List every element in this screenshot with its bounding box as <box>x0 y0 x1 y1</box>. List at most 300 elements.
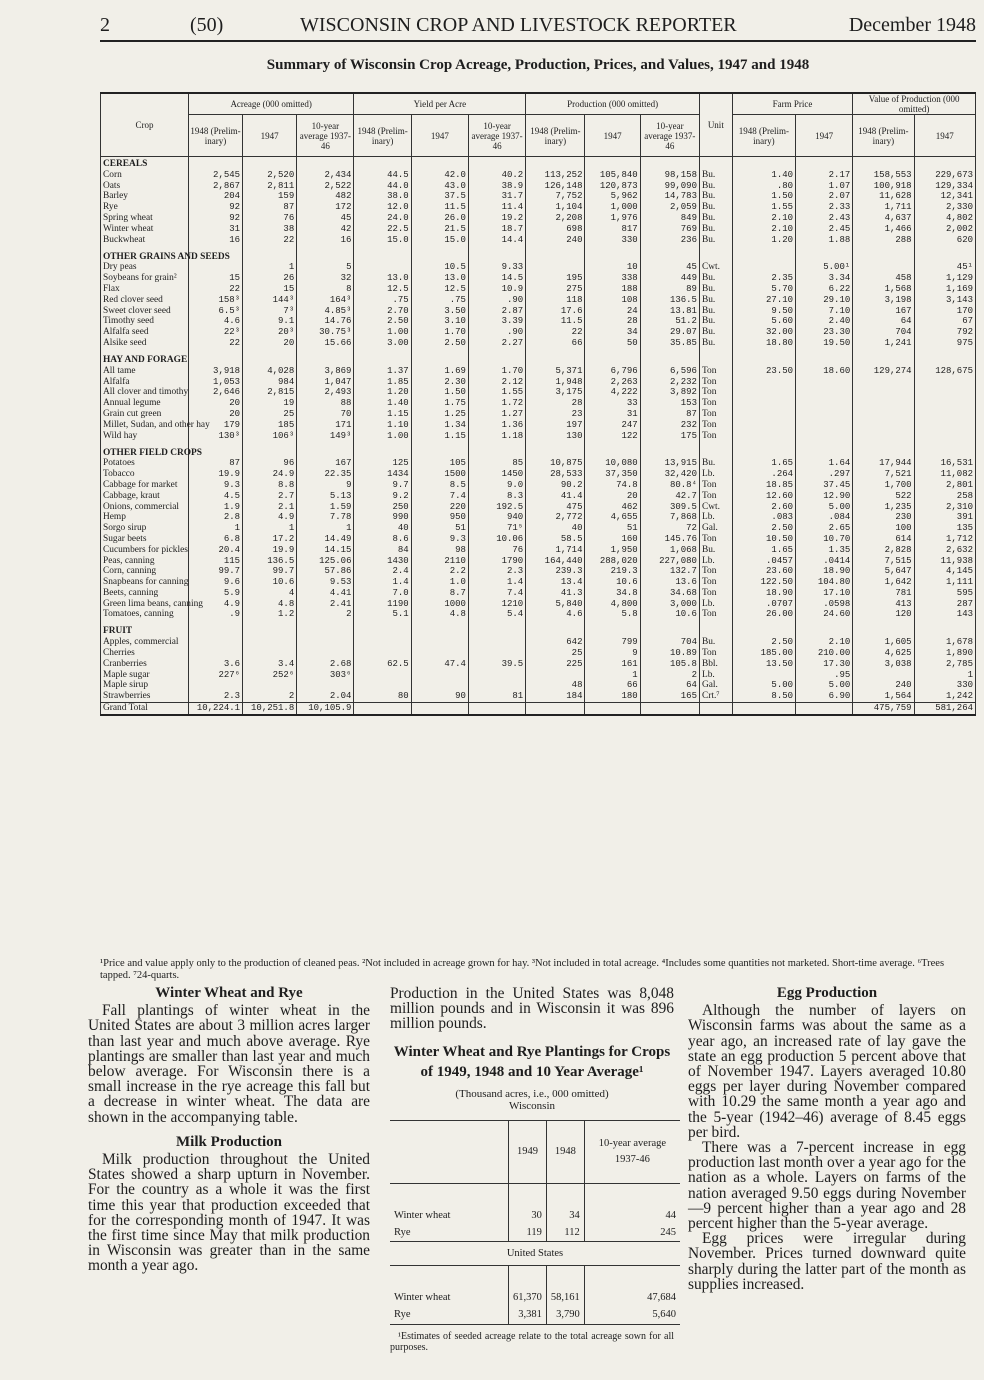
cell-p3: 175 <box>640 431 699 442</box>
cell-f1: 18.90 <box>732 588 795 599</box>
cell-a1: 16 <box>188 235 242 246</box>
cell-v2: 67 <box>914 316 975 327</box>
table-row <box>101 377 976 388</box>
unit-header: Unit <box>699 93 732 157</box>
plantings-state: Wisconsin <box>509 1099 555 1112</box>
cell-u: Bu. <box>699 273 732 284</box>
cell-f1 <box>732 409 795 420</box>
table-row <box>101 202 976 213</box>
cell-a2: 38 <box>243 224 297 235</box>
crop-name: Annual legume <box>101 398 189 409</box>
cell-f1: 2.10 <box>732 224 795 235</box>
crop-name: Maple sirup <box>101 680 189 691</box>
cell-a1: 2,867 <box>188 181 242 192</box>
cell-p1: 48 <box>526 680 585 691</box>
cell-v1: 167 <box>853 306 914 317</box>
crop-name: Green lima beans, canning <box>101 599 189 610</box>
crop-name: Cabbage for market <box>101 480 189 491</box>
cell-y3 <box>468 349 525 366</box>
cell-a3: 303⁶ <box>297 670 354 681</box>
crop-name: CEREALS <box>101 157 189 170</box>
cell-a3 <box>297 441 354 458</box>
cell-y2: 1.50 <box>411 387 468 398</box>
cell-y3: 7.4 <box>468 588 525 599</box>
cell-y1: 1190 <box>354 599 411 610</box>
cell-v2: 975 <box>914 338 975 349</box>
plantings-units: (Thousand acres, i.e., 000 omitted) <box>455 1087 609 1100</box>
cell-p2: 34.8 <box>585 588 640 599</box>
col-yield-avg: 10-year average 1937-46 <box>468 115 525 157</box>
cell-f1 <box>732 387 795 398</box>
table-row <box>101 224 976 235</box>
cell-y2: 13.0 <box>411 273 468 284</box>
cell-v1: 240 <box>853 680 914 691</box>
crop-name: Corn, canning <box>101 566 189 577</box>
cell-y3: 11.4 <box>468 202 525 213</box>
cell-y1: 80 <box>354 691 411 702</box>
cell-v1: 230 <box>853 512 914 523</box>
cell-f2: 2.45 <box>796 224 853 235</box>
cell-p3: 165 <box>640 691 699 702</box>
cell-p1: 5,371 <box>526 366 585 377</box>
cell-y2 <box>411 349 468 366</box>
cell-v2: 258 <box>914 491 975 502</box>
grand-total-row <box>101 703 976 715</box>
cell-f1: .0457 <box>732 556 795 567</box>
cell-f1: 8.50 <box>732 691 795 702</box>
cell-v1 <box>853 245 914 262</box>
cell-y2: 4.8 <box>411 609 468 620</box>
cell-u: Bu. <box>699 213 732 224</box>
cell-f1: 1.65 <box>732 458 795 469</box>
cell-a2: 10,251.8 <box>243 703 297 715</box>
masthead <box>100 14 978 42</box>
table-row <box>101 659 976 670</box>
crop-name: Alfalfa seed <box>101 327 189 338</box>
cell-u: Bbl. <box>699 659 732 670</box>
table-row <box>101 545 976 556</box>
cell-f2: 210.00 <box>796 648 853 659</box>
cell-a2: 4 <box>243 588 297 599</box>
plantings-row: Rye 119 112 245 <box>390 1224 680 1242</box>
cell-y1: 38.0 <box>354 191 411 202</box>
cell-f1: 2.60 <box>732 502 795 513</box>
cell-y3: 19.2 <box>468 213 525 224</box>
cell-a1: 4.6 <box>188 316 242 327</box>
cell-u: Ton <box>699 480 732 491</box>
cell-u: Gal. <box>699 523 732 534</box>
cell-y1: 8.6 <box>354 534 411 545</box>
table-section-row <box>101 349 976 366</box>
crop-name: Strawberries <box>101 691 189 702</box>
cell-u: Bu. <box>699 191 732 202</box>
cell-a2: 2.7 <box>243 491 297 502</box>
cell-a3: 16 <box>297 235 354 246</box>
crop-name: Rye <box>101 202 189 213</box>
cell-a1: 4.9 <box>188 599 242 610</box>
cell-f2 <box>796 420 853 431</box>
cell-f2: 19.50 <box>796 338 853 349</box>
cell-a2: 106³ <box>243 431 297 442</box>
cell-a3 <box>297 245 354 262</box>
issue-date: December 1948 <box>848 14 976 36</box>
cell-a1: 4.5 <box>188 491 242 502</box>
crop-name: Spring wheat <box>101 213 189 224</box>
cell-u: Lb. <box>699 469 732 480</box>
cell-f2: 2.10 <box>796 637 853 648</box>
cell-a1: 20 <box>188 409 242 420</box>
cell-a3 <box>297 637 354 648</box>
cell-y2: 90 <box>411 691 468 702</box>
value-header: Value of Production (000 omitted) <box>853 93 976 115</box>
cell-v2: 4,145 <box>914 566 975 577</box>
cell-p2: 5,962 <box>585 191 640 202</box>
cell-p2: 20 <box>585 491 640 502</box>
cell-p1: 239.3 <box>526 566 585 577</box>
table-row <box>101 306 976 317</box>
cell-p2: 180 <box>585 691 640 702</box>
cell-f2: .0598 <box>796 599 853 610</box>
cell-v2: 1,712 <box>914 534 975 545</box>
cell-f1 <box>732 349 795 366</box>
cell-u <box>699 349 732 366</box>
cell-p3: 769 <box>640 224 699 235</box>
cell-y2: 1.70 <box>411 327 468 338</box>
cell-p2: 74.8 <box>585 480 640 491</box>
cell-f1 <box>732 620 795 637</box>
cell-a1: 115 <box>188 556 242 567</box>
cell-y1: 84 <box>354 545 411 556</box>
table-row <box>101 670 976 681</box>
cell-v1: 1,605 <box>853 637 914 648</box>
table-row <box>101 680 976 691</box>
col-production-avg: 10-year average 1937-46 <box>640 115 699 157</box>
cell-p2 <box>585 157 640 170</box>
cell-p1: 195 <box>526 273 585 284</box>
cell-f1: 9.50 <box>732 306 795 317</box>
cell-y2 <box>411 157 468 170</box>
cell-y2: 10.5 <box>411 262 468 273</box>
cell-a1 <box>188 349 242 366</box>
col-production-1947: 1947 <box>585 115 640 157</box>
cell-f2: 17.10 <box>796 588 853 599</box>
cell-a1: 31 <box>188 224 242 235</box>
cell-a2: 2,520 <box>243 170 297 181</box>
cell-a2: 136.5 <box>243 556 297 567</box>
crop-name: Red clover seed <box>101 295 189 306</box>
cell-f2: 23.30 <box>796 327 853 338</box>
cell-y3: 81 <box>468 691 525 702</box>
table-title: Summary of Wisconsin Crop Acreage, Production, Prices, and Values, 1947 and 1948 <box>266 57 810 73</box>
crop-name: Winter wheat <box>101 224 189 235</box>
cell-p3: 3,000 <box>640 599 699 610</box>
cell-a3: 88 <box>297 398 354 409</box>
cell-f1: .80 <box>732 181 795 192</box>
cell-a1: 22³ <box>188 327 242 338</box>
crop-name: Alsike seed <box>101 338 189 349</box>
cell-a2: 2,811 <box>243 181 297 192</box>
cell-a1: 15 <box>188 273 242 284</box>
cell-a3: 3,869 <box>297 366 354 377</box>
cell-a3: 125.06 <box>297 556 354 567</box>
cell-f2: 37.45 <box>796 480 853 491</box>
cell-a2: 19 <box>243 398 297 409</box>
cell-p2: 338 <box>585 273 640 284</box>
cell-p3: 145.76 <box>640 534 699 545</box>
table-row <box>101 458 976 469</box>
table-row <box>101 566 976 577</box>
cell-v1: 100,918 <box>853 181 914 192</box>
col-production-1948: 1948 (Prelim-inary) <box>526 115 585 157</box>
cell-u: Lb. <box>699 599 732 610</box>
cell-a1: 179 <box>188 420 242 431</box>
cell-a2: 1 <box>243 262 297 273</box>
table-row <box>101 609 976 620</box>
cell-p2: 161 <box>585 659 640 670</box>
cell-y3: 3.39 <box>468 316 525 327</box>
cell-a2: 144³ <box>243 295 297 306</box>
cell-y2: 220 <box>411 502 468 513</box>
cell-p3 <box>640 703 699 715</box>
cell-f2 <box>796 409 853 420</box>
table-row <box>101 295 976 306</box>
cell-f1: 12.60 <box>732 491 795 502</box>
cell-a3: 30.75³ <box>297 327 354 338</box>
cell-y1 <box>354 703 411 715</box>
col-value-1948: 1948 (Prelim-inary) <box>853 115 914 157</box>
cell-v1: 7,521 <box>853 469 914 480</box>
cell-f2: 7.10 <box>796 306 853 317</box>
table-section-row <box>101 157 976 170</box>
cell-v1 <box>853 157 914 170</box>
cell-u: Bu. <box>699 284 732 295</box>
cell-y3 <box>468 703 525 715</box>
cell-a3: 9.53 <box>297 577 354 588</box>
crop-name: Millet, Sudan, and other hay <box>101 420 189 431</box>
plantings-us-label-row: United States <box>390 1242 680 1266</box>
cell-v1: 158,553 <box>853 170 914 181</box>
cell-v2: 620 <box>914 235 975 246</box>
crop-name: Beets, canning <box>101 588 189 599</box>
cell-p3: 72 <box>640 523 699 534</box>
cell-v1: 1,711 <box>853 202 914 213</box>
cell-y2: 1.69 <box>411 366 468 377</box>
cell-y1 <box>354 262 411 273</box>
cell-v1: 288 <box>853 235 914 246</box>
table-row <box>101 523 976 534</box>
cell-v1 <box>853 620 914 637</box>
egg-heading: Egg Production <box>776 985 878 1001</box>
cell-f1: 2.10 <box>732 213 795 224</box>
cell-u: Cwt. <box>699 502 732 513</box>
table-row <box>101 599 976 610</box>
cell-v2: 128,675 <box>914 366 975 377</box>
cell-a2: 185 <box>243 420 297 431</box>
cell-y1: 1.00 <box>354 431 411 442</box>
cell-f1: 23.60 <box>732 566 795 577</box>
cell-f1: 13.50 <box>732 659 795 670</box>
cell-p3: 309.5 <box>640 502 699 513</box>
table-row <box>101 366 976 377</box>
cell-a1: 130³ <box>188 431 242 442</box>
cell-y3: 1450 <box>468 469 525 480</box>
cell-v2 <box>914 620 975 637</box>
cell-f1 <box>732 245 795 262</box>
cell-y3: .90 <box>468 327 525 338</box>
cell-p3: 236 <box>640 235 699 246</box>
cell-f1: 18.80 <box>732 338 795 349</box>
cell-y1: 9.2 <box>354 491 411 502</box>
cell-a3: 42 <box>297 224 354 235</box>
cell-a1: 20.4 <box>188 545 242 556</box>
cell-p2 <box>585 620 640 637</box>
cell-p1 <box>526 349 585 366</box>
cell-f1: 2.50 <box>732 523 795 534</box>
cell-y1 <box>354 648 411 659</box>
cell-v2: 792 <box>914 327 975 338</box>
cell-a3: 2.04 <box>297 691 354 702</box>
table-row <box>101 556 976 567</box>
price-header: Farm Price <box>732 93 853 115</box>
cell-f2: 17.30 <box>796 659 853 670</box>
cell-a2: 7³ <box>243 306 297 317</box>
cell-f1: .0707 <box>732 599 795 610</box>
winter-wheat-text: Fall plantings of winter wheat in the United States are about 3 million acres larger than last year and much above average. Rye plantings are smaller than last year and much below average. For Wisconsin there is a small increase in the rye acreage this fall but a decrease in winter wheat. The data are shown in the accompanying table. <box>88 1002 370 1126</box>
cell-y1: 3.00 <box>354 338 411 349</box>
cell-p2: 817 <box>585 224 640 235</box>
cell-p1: 58.5 <box>526 534 585 545</box>
cell-a3: 164³ <box>297 295 354 306</box>
cell-v2: 2,002 <box>914 224 975 235</box>
cell-f1 <box>732 377 795 388</box>
cell-a3: 2,522 <box>297 181 354 192</box>
cell-p3: 35.85 <box>640 338 699 349</box>
cell-a1: 99.7 <box>188 566 242 577</box>
cell-p1: 197 <box>526 420 585 431</box>
cell-p1: 11.5 <box>526 316 585 327</box>
cell-u: Cwt. <box>699 262 732 273</box>
cell-y3: 38.9 <box>468 181 525 192</box>
cell-a1: 9.6 <box>188 577 242 588</box>
crop-name: Potatoes <box>101 458 189 469</box>
cell-v2: 12,341 <box>914 191 975 202</box>
cell-a2: 22 <box>243 235 297 246</box>
cell-p3: 3,892 <box>640 387 699 398</box>
cell-p2: 24 <box>585 306 640 317</box>
cell-p2: 188 <box>585 284 640 295</box>
cell-a1: 1 <box>188 523 242 534</box>
cell-a3: 7.78 <box>297 512 354 523</box>
plantings-table <box>390 1120 680 1325</box>
cell-a3: 5 <box>297 262 354 273</box>
table-row <box>101 338 976 349</box>
cell-a1: 9.3 <box>188 480 242 491</box>
cell-v2: 129,334 <box>914 181 975 192</box>
table-row <box>101 588 976 599</box>
cell-f2: 2.40 <box>796 316 853 327</box>
cell-p2: 28 <box>585 316 640 327</box>
cell-p3: 14,783 <box>640 191 699 202</box>
masthead-rule <box>100 40 976 42</box>
cell-f2: 29.10 <box>796 295 853 306</box>
cell-v2: 595 <box>914 588 975 599</box>
cell-y1: 7.0 <box>354 588 411 599</box>
cell-y2: 1.25 <box>411 409 468 420</box>
col-price-1948: 1948 (Prelim-inary) <box>732 115 795 157</box>
cell-u: Ton <box>699 377 732 388</box>
cell-v1: 522 <box>853 491 914 502</box>
cell-v1: 100 <box>853 523 914 534</box>
cell-u: Bu. <box>699 327 732 338</box>
cell-v2: 2,801 <box>914 480 975 491</box>
cell-y1: 13.0 <box>354 273 411 284</box>
table-row <box>101 273 976 284</box>
cell-u: Bu. <box>699 545 732 556</box>
cell-y2: 37.5 <box>411 191 468 202</box>
cell-f2: 24.60 <box>796 609 853 620</box>
cell-p3: 10.89 <box>640 648 699 659</box>
cell-f2: 2.33 <box>796 202 853 213</box>
crop-name: Grain cut green <box>101 409 189 420</box>
cell-y3 <box>468 245 525 262</box>
cell-a2: 9.1 <box>243 316 297 327</box>
cell-f2 <box>796 157 853 170</box>
cell-y3: 940 <box>468 512 525 523</box>
cell-f1: 2.50 <box>732 637 795 648</box>
cell-y1: 5.1 <box>354 609 411 620</box>
table-row <box>101 534 976 545</box>
crop-name: Cherries <box>101 648 189 659</box>
cell-u: Bu. <box>699 202 732 213</box>
cell-v1 <box>853 441 914 458</box>
cell-y3: 14.5 <box>468 273 525 284</box>
cell-y1: 2.4 <box>354 566 411 577</box>
cell-p2: 37,350 <box>585 469 640 480</box>
crop-name: OTHER FIELD CROPS <box>101 441 189 458</box>
cell-y1 <box>354 637 411 648</box>
crop-name: Tobacco <box>101 469 189 480</box>
cell-a3: 2,434 <box>297 170 354 181</box>
cell-f1: 1.55 <box>732 202 795 213</box>
cell-v1: 781 <box>853 588 914 599</box>
cell-p3: 849 <box>640 213 699 224</box>
cell-v2: 2,330 <box>914 202 975 213</box>
cell-p3: 32,420 <box>640 469 699 480</box>
cell-p1: 4.6 <box>526 609 585 620</box>
cell-f1 <box>732 262 795 273</box>
cell-f2 <box>796 620 853 637</box>
cell-f1 <box>732 157 795 170</box>
cell-v2 <box>914 245 975 262</box>
cell-a1: 5.9 <box>188 588 242 599</box>
table-row <box>101 181 976 192</box>
cell-u: Ton <box>699 491 732 502</box>
crop-name: Sugar beets <box>101 534 189 545</box>
cell-f1: 27.10 <box>732 295 795 306</box>
cell-a2: 3.4 <box>243 659 297 670</box>
cell-y1: 1.00 <box>354 327 411 338</box>
cell-y1: 15.0 <box>354 235 411 246</box>
cell-u: Ton <box>699 387 732 398</box>
crop-name: Sweet clover seed <box>101 306 189 317</box>
cell-f2: 18.60 <box>796 366 853 377</box>
cell-p1: 90.2 <box>526 480 585 491</box>
cell-p2: 799 <box>585 637 640 648</box>
column-right <box>688 986 966 1292</box>
cell-v1 <box>853 670 914 681</box>
cell-p2 <box>585 441 640 458</box>
table-row <box>101 387 976 398</box>
